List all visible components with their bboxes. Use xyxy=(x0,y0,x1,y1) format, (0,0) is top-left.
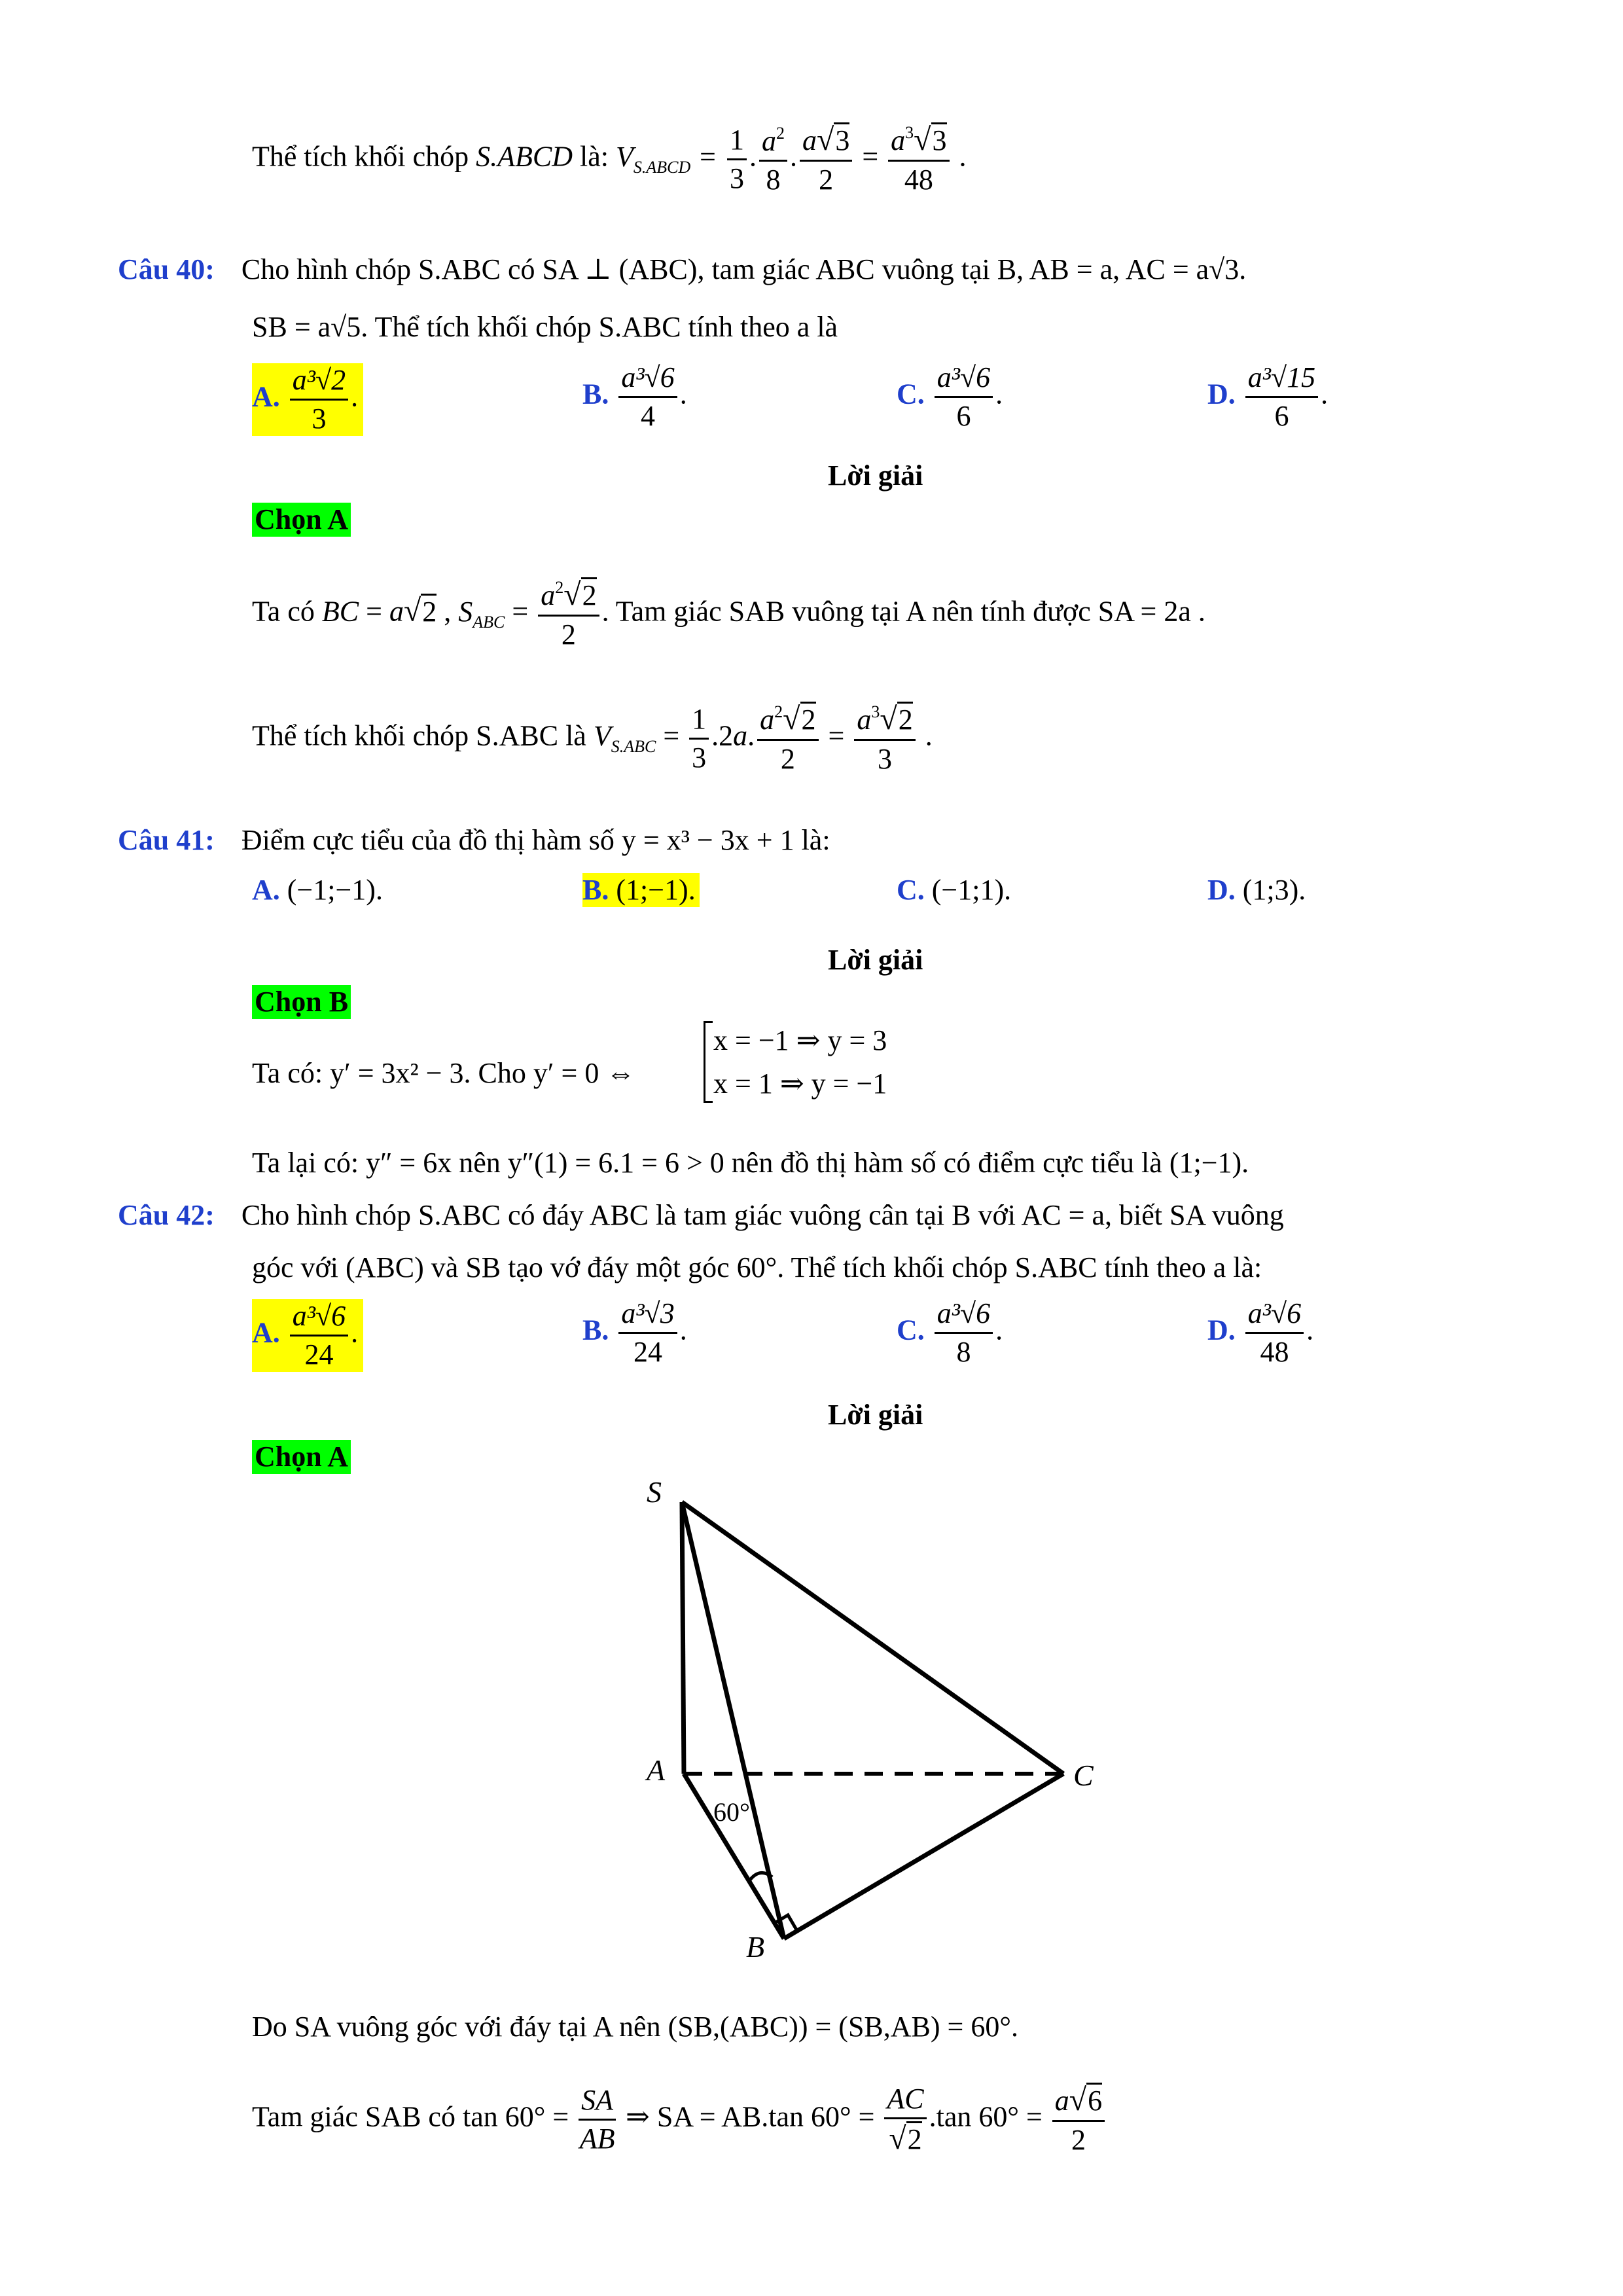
volume-formula: $V_{S.ABCD}$ = xyxy=(616,140,717,177)
q40-sol1: Ta có BC = a√2 , $S_{ABC}$ = $\frac{a^2√2}{2}$ . Tam giác SAB vuông tại A nên tính được SA = 2a . xyxy=(252,577,1205,651)
q42-options xyxy=(252,1299,1364,1384)
q42-chon: Chọn A xyxy=(252,1440,351,1474)
q40-loigiai: Lời giải xyxy=(828,459,923,492)
q40-chon: Chọn A xyxy=(252,503,351,537)
q41-chon: Chọn B xyxy=(252,985,351,1019)
q41-cases: x = −1 ⇒ y = 3 x = 1 ⇒ y = −1 xyxy=(704,1021,887,1103)
q42-option-c[interactable]: C. $\frac{\text{a³√6}}{8}$ . xyxy=(897,1297,1003,1368)
q40-sol2: Thể tích khối chóp S.ABC là $V_{S.ABC}$ = $\frac{1}{3}$ .2a. $\frac{a^2√2}{2}$ = $\frac{a^3√2}{3}$ . xyxy=(252,702,933,775)
q41-label: Câu 41: xyxy=(118,824,215,856)
pyramid-figure xyxy=(628,1473,1152,1957)
edge-SC xyxy=(682,1502,1063,1774)
q42-option-a[interactable]: A. $\frac{\text{a³√6}}{24}$ . xyxy=(252,1299,363,1372)
q42-loigiai: Lời giải xyxy=(828,1399,923,1431)
q41-sol2: Ta lại có: y″ = 6x nên y″(1) = 6.1 = 6 > 0 nên đồ thị hàm số có điểm cực tiểu là (1;−1). xyxy=(252,1147,1249,1179)
q42-option-b[interactable]: B. $\frac{\text{a³√3}}{24}$ . xyxy=(582,1297,687,1368)
label-A: A xyxy=(647,1753,666,1787)
label-C: C xyxy=(1073,1759,1094,1792)
q41-option-b[interactable]: B. (1;−1). xyxy=(582,873,700,907)
q40-line1: Câu 40: Cho hình chóp S.ABC có SA ⊥ (ABC), tam giác ABC vuông tại B, AB = a, AC = a√3. xyxy=(118,253,1247,285)
q40-option-d[interactable]: D. $\frac{\text{a³√15}}{6}$ . xyxy=(1207,361,1329,432)
q41-option-a[interactable]: A. (−1;−1). xyxy=(252,874,383,906)
q40-label: Câu 40: xyxy=(118,253,215,285)
q40-option-c[interactable]: C. $\frac{\text{a³√6}}{6}$ . xyxy=(897,361,1003,432)
q42-line2: góc với (ABC) và SB tạo vớ đáy một góc 60°. Thể tích khối chóp S.ABC tính theo a là: xyxy=(252,1251,1262,1283)
label-angle: 60° xyxy=(713,1797,750,1827)
q40-line2: SB = a√5. Thể tích khối chóp S.ABC tính theo a là xyxy=(252,311,838,343)
q40-option-a[interactable]: A. $\frac{\text{a³√2}}{3}$ . xyxy=(252,363,363,436)
prev-solution-line: Thể tích khối chóp S.ABCD là: $V_{S.ABCD}$ = $\frac{1}{3}$ . $\frac{a^2}{8}$ . $\frac{a√3}{2}$ = $\frac{a^3√3}{48}$ . xyxy=(252,122,967,196)
q41-line1: Câu 41: Điểm cực tiểu của đồ thị hàm số y = x³ − 3x + 1 là: xyxy=(118,824,830,856)
q40-options xyxy=(252,363,1364,448)
q42-option-d[interactable]: D. $\frac{\text{a³√6}}{48}$ . xyxy=(1207,1297,1314,1368)
edge-SA xyxy=(682,1502,684,1774)
q41-option-c[interactable]: C. (−1;1). xyxy=(897,874,1012,906)
q41-loigiai: Lời giải xyxy=(828,944,923,976)
q42-label: Câu 42: xyxy=(118,1199,215,1231)
q42-line1: Câu 42: Cho hình chóp S.ABC có đáy ABC là tam giác vuông cân tại B với AC = a, biết SA vuông xyxy=(118,1199,1284,1231)
label-B: B xyxy=(746,1930,765,1957)
q41-options xyxy=(252,876,1364,915)
label-S: S xyxy=(647,1475,662,1509)
edge-BC xyxy=(784,1774,1063,1939)
q41-sol1: Ta có: y′ = 3x² − 3. Cho y′ = 0 ⇔ xyxy=(252,1057,635,1089)
q42-sol2: Tam giác SAB có tan 60° = $\frac{SA}{AB}$ ⇒ SA = AB.tan 60° = $\frac{AC}{√2}$ .tan 60° = $\frac{a√6}{2}$ xyxy=(252,2085,1107,2155)
q40-option-b[interactable]: B. $\frac{\text{a³√6}}{4}$ . xyxy=(582,361,687,432)
q42-sol1: Do SA vuông góc với đáy tại A nên (SB,(ABC)) = (SB,AB) = 60°. xyxy=(252,2011,1018,2043)
q41-option-d[interactable]: D. (1;3). xyxy=(1207,874,1306,906)
frac: $\frac{1}{3}$ xyxy=(727,126,747,193)
